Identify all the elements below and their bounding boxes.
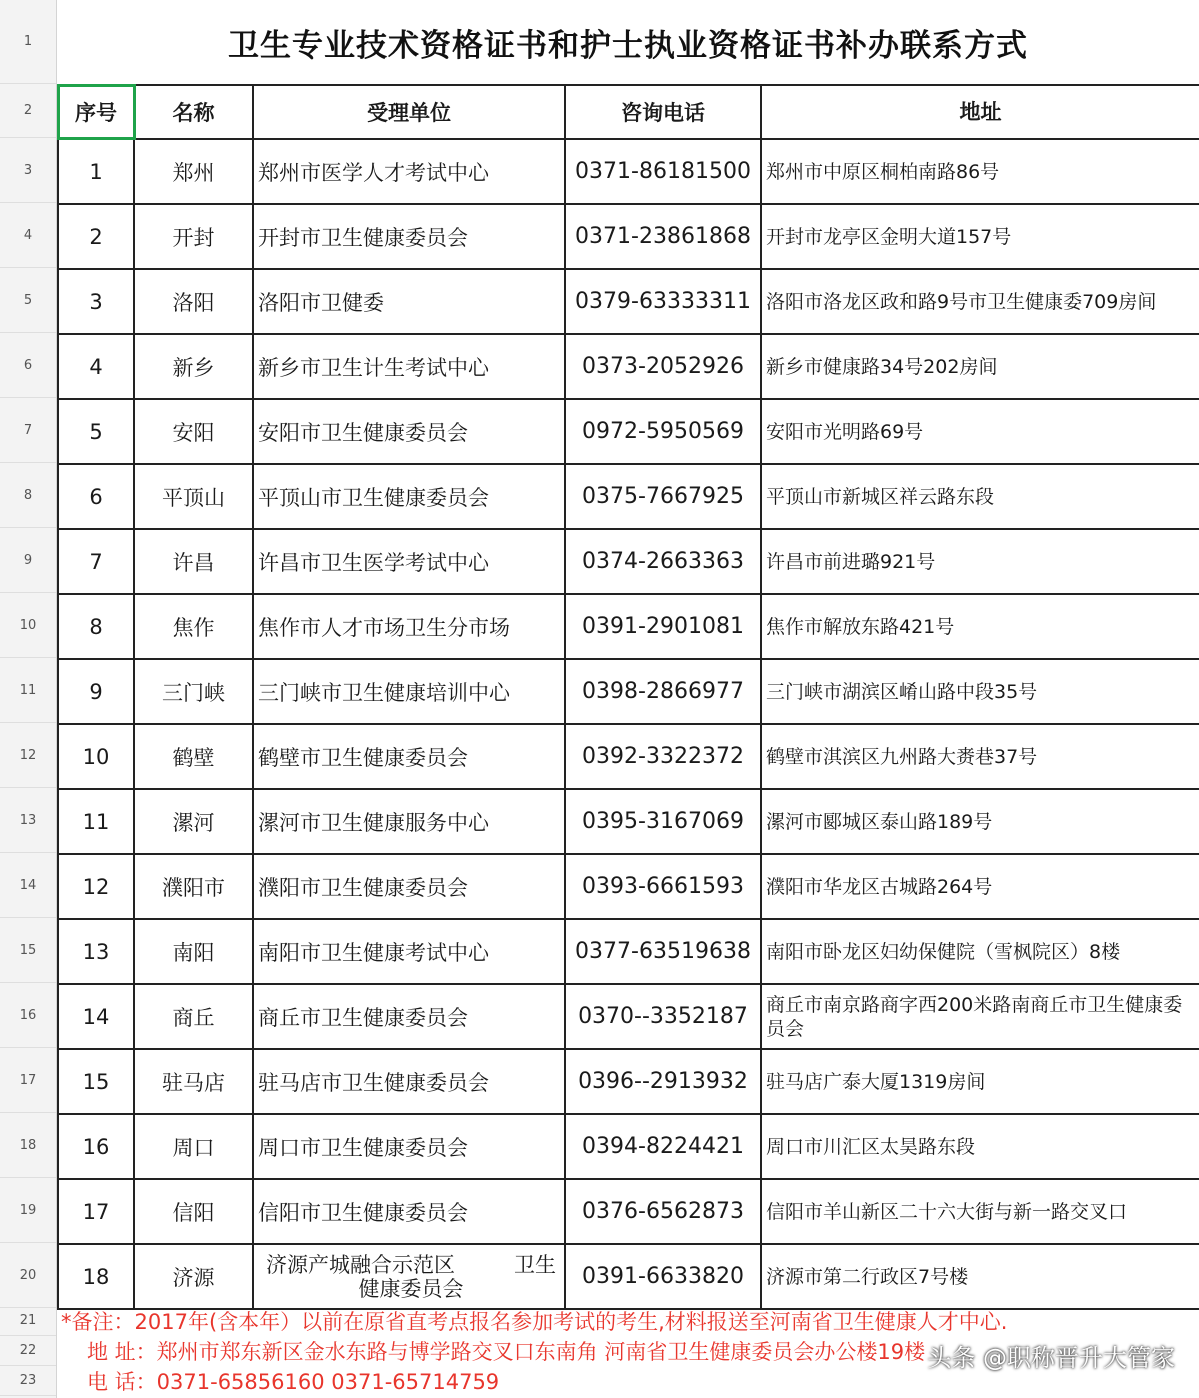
cell-phone[interactable]: 0373-2052926 (566, 335, 762, 398)
cell-unit[interactable]: 平顶山市卫生健康委员会 (254, 465, 566, 528)
cell-unit[interactable]: 漯河市卫生健康服务中心 (254, 790, 566, 853)
cell-name[interactable]: 南阳 (135, 920, 254, 983)
cell-phone[interactable]: 0376-6562873 (566, 1180, 762, 1243)
row-number[interactable]: 23 (0, 1366, 56, 1396)
row-number[interactable]: 12 (0, 723, 56, 788)
cell-phone[interactable]: 0392-3322372 (566, 725, 762, 788)
cell-name[interactable]: 郑州 (135, 140, 254, 203)
cell-address[interactable]: 南阳市卧龙区妇幼保健院（雪枫院区）8楼 (766, 940, 1121, 963)
table-row (57, 790, 1199, 855)
cell-name[interactable]: 三门峡 (135, 660, 254, 723)
cell-unit-part-b: 卫生 (514, 1252, 556, 1277)
cell-name[interactable]: 鹤壁 (135, 725, 254, 788)
row-number[interactable]: 16 (0, 983, 56, 1048)
cell-address[interactable]: 开封市龙亭区金明大道157号 (766, 225, 1012, 248)
cell-address[interactable]: 平顶山市新城区祥云路东段 (766, 485, 995, 508)
table-row (57, 855, 1199, 920)
cell-no[interactable]: 12 (57, 855, 135, 918)
cell-phone[interactable]: 0370--3352187 (566, 985, 762, 1048)
row-number[interactable]: 17 (0, 1048, 56, 1113)
row-number[interactable]: 19 (0, 1178, 56, 1243)
cell-name[interactable]: 濮阳市 (135, 855, 254, 918)
cell-no[interactable]: 7 (57, 530, 135, 593)
cell-name[interactable]: 漯河 (135, 790, 254, 853)
cell-no[interactable]: 11 (57, 790, 135, 853)
row-number[interactable]: 22 (0, 1336, 56, 1366)
cell-phone[interactable]: 0377-63519638 (566, 920, 762, 983)
cell-address[interactable]: 鹤壁市淇滨区九州路大赉巷37号 (766, 745, 1038, 768)
cell-unit[interactable]: 驻马店市卫生健康委员会 (254, 1050, 566, 1113)
cell-phone[interactable]: 0391-2901081 (566, 595, 762, 658)
cell-address[interactable]: 商丘市南京路商字西200米路南商丘市卫生健康委员会 (766, 993, 1183, 1040)
cell-unit[interactable]: 周口市卫生健康委员会 (254, 1115, 566, 1178)
cell-phone[interactable]: 0396--2913932 (566, 1050, 762, 1113)
cell-name[interactable]: 驻马店 (135, 1050, 254, 1113)
table-row (57, 920, 1199, 985)
cell-name[interactable]: 安阳 (135, 400, 254, 463)
table-row (57, 1115, 1199, 1180)
cell-name[interactable]: 洛阳 (135, 270, 254, 333)
cell-phone[interactable]: 0371-23861868 (566, 205, 762, 268)
cell-name[interactable]: 新乡 (135, 335, 254, 398)
contact-table (57, 84, 1199, 1310)
cell-phone[interactable]: 0374-2663363 (566, 530, 762, 593)
cell-no[interactable]: 13 (57, 920, 135, 983)
cell-unit[interactable]: 濮阳市卫生健康委员会 (254, 855, 566, 918)
cell-unit[interactable]: 鹤壁市卫生健康委员会 (254, 725, 566, 788)
cell-no[interactable]: 9 (57, 660, 135, 723)
cell-phone[interactable]: 0379-63333311 (566, 270, 762, 333)
row-number[interactable]: 18 (0, 1113, 56, 1178)
row-number[interactable]: 11 (0, 658, 56, 723)
cell-unit[interactable]: 焦作市人才市场卫生分市场 (254, 595, 566, 658)
row-number[interactable]: 8 (0, 463, 56, 528)
header-no[interactable]: 序号 (57, 86, 135, 138)
cell-unit[interactable]: 新乡市卫生计生考试中心 (254, 335, 566, 398)
table-row (57, 140, 1199, 205)
table-header-row (57, 86, 1199, 140)
cell-no[interactable]: 2 (57, 205, 135, 268)
cell-unit[interactable] (254, 1245, 566, 1308)
table-row (57, 400, 1199, 465)
cell-address[interactable]: 三门峡市湖滨区崤山路中段35号 (766, 680, 1038, 703)
cell-address[interactable]: 驻马店广泰大厦1319房间 (766, 1070, 986, 1093)
cell-no[interactable]: 4 (57, 335, 135, 398)
cell-name[interactable]: 周口 (135, 1115, 254, 1178)
row-number[interactable]: 7 (0, 398, 56, 463)
cell-no[interactable]: 8 (57, 595, 135, 658)
cell-unit-part-a: 济源产城融合示范区 (266, 1252, 455, 1277)
table-row (57, 1050, 1199, 1115)
cell-unit[interactable]: 许昌市卫生医学考试中心 (254, 530, 566, 593)
cell-unit[interactable]: 商丘市卫生健康委员会 (254, 985, 566, 1048)
table-row (57, 530, 1199, 595)
cell-no[interactable]: 16 (57, 1115, 135, 1178)
table-row (57, 1180, 1199, 1245)
row-number[interactable]: 5 (0, 268, 56, 333)
cell-unit[interactable]: 洛阳市卫健委 (254, 270, 566, 333)
cell-unit[interactable]: 安阳市卫生健康委员会 (254, 400, 566, 463)
cell-address[interactable]: 洛阳市洛龙区政和路9号市卫生健康委709房间 (766, 290, 1157, 313)
row-number[interactable]: 15 (0, 918, 56, 983)
cell-name[interactable]: 平顶山 (135, 465, 254, 528)
cell-name[interactable]: 焦作 (135, 595, 254, 658)
cell-address[interactable]: 信阳市羊山新区二十六大街与新一路交叉口 (766, 1200, 1128, 1223)
table-row (57, 660, 1199, 725)
row-number[interactable]: 3 (0, 138, 56, 203)
row-number[interactable]: 2 (0, 84, 56, 138)
table-row (57, 270, 1199, 335)
cell-address[interactable]: 郑州市中原区桐柏南路86号 (766, 160, 1000, 183)
cell-address[interactable]: 漯河市郾城区泰山路189号 (766, 810, 993, 833)
cell-phone[interactable]: 0391-6633820 (566, 1245, 762, 1308)
row-number[interactable]: 13 (0, 788, 56, 853)
header-phone[interactable]: 咨询电话 (566, 86, 762, 138)
cell-no[interactable]: 3 (57, 270, 135, 333)
cell-name[interactable]: 商丘 (135, 985, 254, 1048)
cell-name[interactable]: 济源 (135, 1245, 254, 1308)
table-row (57, 465, 1199, 530)
cell-phone[interactable]: 0972-5950569 (566, 400, 762, 463)
cell-address[interactable]: 焦作市解放东路421号 (766, 615, 955, 638)
cell-unit[interactable]: 信阳市卫生健康委员会 (254, 1180, 566, 1243)
cell-no[interactable]: 10 (57, 725, 135, 788)
cell-name[interactable]: 许昌 (135, 530, 254, 593)
table-row (57, 1245, 1199, 1310)
row-number[interactable]: 21 (0, 1306, 56, 1336)
cell-address[interactable]: 新乡市健康路34号202房间 (766, 355, 998, 378)
cell-no[interactable]: 5 (57, 400, 135, 463)
table-row (57, 595, 1199, 660)
header-unit[interactable]: 受理单位 (254, 86, 566, 138)
cell-no[interactable]: 1 (57, 140, 135, 203)
cell-no[interactable]: 17 (57, 1180, 135, 1243)
cell-unit-line1 (266, 1253, 556, 1277)
header-address[interactable]: 地址 (959, 99, 1002, 124)
cell-unit[interactable]: 郑州市医学人才考试中心 (254, 140, 566, 203)
cell-unit[interactable]: 三门峡市卫生健康培训中心 (254, 660, 566, 723)
cell-address[interactable]: 濮阳市华龙区古城路264号 (766, 875, 993, 898)
table-row (57, 205, 1199, 270)
note-remark[interactable]: *备注：2017年(含本年）以前在原省直考点报名参加考试的考生,材料报送至河南省卫生健康人才中心. (61, 1310, 1008, 1334)
cell-address[interactable]: 济源市第二行政区7号楼 (766, 1265, 969, 1288)
sheet-title: 卫生专业技术资格证书和护士执业资格证书补办联系方式 (228, 27, 1028, 64)
table-row (57, 985, 1199, 1050)
cell-address[interactable]: 许昌市前进璐921号 (766, 550, 936, 573)
cell-no[interactable]: 6 (57, 465, 135, 528)
row-number[interactable]: 14 (0, 853, 56, 918)
row-number[interactable]: 20 (0, 1243, 56, 1308)
cell-no[interactable]: 18 (57, 1245, 135, 1308)
cell-name[interactable]: 开封 (135, 205, 254, 268)
cell-phone[interactable]: 0395-3167069 (566, 790, 762, 853)
cell-phone[interactable]: 0398-2866977 (566, 660, 762, 723)
row-number[interactable]: 4 (0, 203, 56, 268)
note-phone[interactable]: 电 话：0371-65856160 0371-65714759 (87, 1370, 500, 1394)
row-number[interactable]: 10 (0, 593, 56, 658)
row-number[interactable]: 6 (0, 333, 56, 398)
table-row (57, 725, 1199, 790)
cell-name[interactable]: 信阳 (135, 1180, 254, 1243)
row-number-gutter (0, 0, 57, 1398)
row-number[interactable]: 1 (0, 0, 56, 84)
cell-no[interactable]: 15 (57, 1050, 135, 1113)
cell-address[interactable]: 安阳市光明路69号 (766, 420, 924, 443)
cell-no[interactable]: 14 (57, 985, 135, 1048)
row-number[interactable]: 9 (0, 528, 56, 593)
watermark-text: 头条 @职称晋升大管家 (927, 1344, 1175, 1372)
cell-phone[interactable]: 0371-86181500 (566, 140, 762, 203)
header-name[interactable]: 名称 (135, 86, 254, 138)
note-address[interactable]: 地 址：郑州市郑东新区金水东路与博学路交叉口东南角 河南省卫生健康委员会办公楼19楼 (87, 1340, 926, 1364)
cell-phone[interactable]: 0375-7667925 (566, 465, 762, 528)
cell-unit[interactable]: 南阳市卫生健康考试中心 (254, 920, 566, 983)
cell-phone[interactable]: 0394-8224421 (566, 1115, 762, 1178)
cell-unit[interactable]: 开封市卫生健康委员会 (254, 205, 566, 268)
cell-phone[interactable]: 0393-6661593 (566, 855, 762, 918)
table-row (57, 335, 1199, 400)
cell-unit-line2: 健康委员会 (358, 1276, 464, 1301)
cell-address[interactable]: 周口市川汇区太昊路东段 (766, 1135, 976, 1158)
